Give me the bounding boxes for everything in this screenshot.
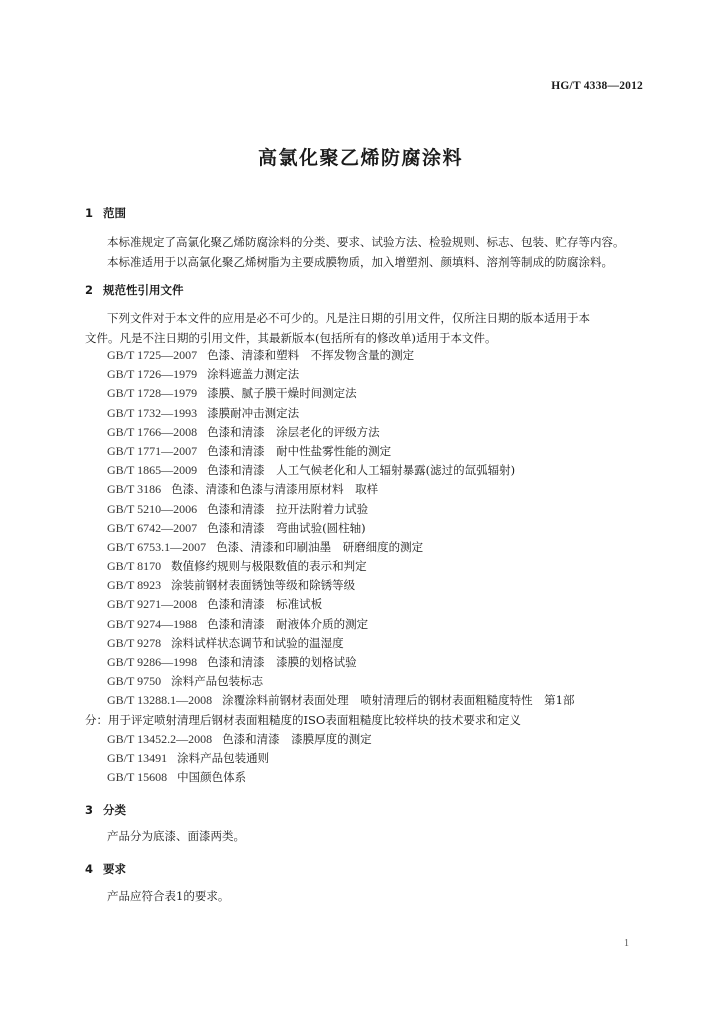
normative-intro [85, 308, 641, 348]
reference-title: 色漆和清漆 人工气候老化和人工辐射暴露(滤过的氙弧辐射) [207, 463, 516, 478]
reference-item [85, 691, 645, 729]
section-title: 规范性引用文件 [103, 283, 184, 297]
reference-code: GB/T 9278 [107, 635, 162, 650]
page-number: 1 [624, 938, 629, 949]
reference-item [85, 653, 645, 672]
reference-code: GB/T 1728—1979 [107, 386, 198, 401]
section-4-heading [85, 861, 126, 877]
reference-item [85, 576, 645, 595]
scope-text [85, 232, 641, 272]
reference-item [85, 749, 645, 768]
reference-title: 涂料试样状态调节和试验的温湿度 [171, 635, 344, 650]
reference-title: 色漆和清漆 耐中性盐雾性能的测定 [207, 443, 392, 458]
reference-code: GB/T 13491 [107, 750, 168, 765]
reference-item [85, 672, 645, 691]
reference-item [85, 442, 645, 461]
reference-item [85, 365, 645, 384]
section-number: 4 [85, 862, 94, 876]
reference-list [85, 346, 645, 787]
reference-title: 涂装前钢材表面锈蚀等级和除锈等级 [171, 578, 356, 593]
reference-title: 色漆和清漆 耐液体介质的测定 [207, 616, 369, 631]
section-title: 要求 [103, 862, 126, 876]
classification-text [85, 826, 641, 846]
reference-title: 色漆和清漆 弯曲试验(圆柱轴) [207, 520, 366, 535]
reference-code: GB/T 6742—2007 [107, 520, 198, 535]
reference-title: 数值修约规则与极限数值的表示和判定 [171, 559, 367, 574]
requirements-text [85, 886, 641, 906]
section-title: 范围 [103, 206, 126, 220]
section-3-heading [85, 802, 126, 818]
reference-item [85, 768, 645, 787]
reference-title: 涂料遮盖力测定法 [207, 367, 300, 382]
reference-title: 色漆和清漆 涂层老化的评级方法 [207, 424, 380, 439]
reference-item [85, 634, 645, 653]
reference-title-continuation: 分：用于评定喷射清理后钢材表面粗糙度的ISO表面粗糙度比较样块的技术要求和定义 [85, 712, 521, 727]
reference-item [85, 461, 645, 480]
reference-title: 色漆和清漆 漆膜的划格试验 [207, 655, 357, 669]
reference-item [85, 384, 645, 403]
reference-title: 涂料产品包装通则 [177, 750, 270, 765]
paragraph-line: 文件。凡是不注日期的引用文件，其最新版本(包括所有的修改单)适用于本文件。 [85, 331, 497, 345]
reference-code: GB/T 9286—1998 [107, 655, 198, 669]
reference-code: GB/T 5210—2006 [107, 501, 198, 516]
reference-code: GB/T 6753.1—2007 [107, 539, 207, 554]
reference-title: 涂料产品包装标志 [171, 674, 264, 689]
section-number: 1 [85, 206, 94, 220]
reference-title: 色漆、清漆和印刷油墨 研磨细度的测定 [216, 539, 424, 554]
paragraph: 产品应符合表1的要求。 [107, 889, 230, 903]
reference-item [85, 538, 645, 557]
reference-code: GB/T 8923 [107, 578, 162, 593]
paragraph: 本标准规定了高氯化聚乙烯防腐涂料的分类、要求、试验方法、检验规则、标志、包装、贮存等内容。 [107, 235, 625, 249]
standard-code: HG/T 4338—2012 [551, 80, 643, 92]
reference-item [85, 595, 645, 614]
reference-code: GB/T 1865—2009 [107, 463, 198, 478]
reference-item [85, 557, 645, 576]
reference-code: GB/T 1732—1993 [107, 405, 198, 420]
reference-title: 漆膜、腻子膜干燥时间测定法 [207, 386, 357, 401]
reference-code: GB/T 9274—1988 [107, 616, 198, 631]
reference-code: GB/T 9750 [107, 674, 162, 689]
reference-title: 色漆、清漆和色漆与清漆用原材料 取样 [171, 482, 379, 497]
reference-code: GB/T 8170 [107, 559, 162, 574]
reference-title: 涂覆涂料前钢材表面处理 喷射清理后的钢材表面粗糙度特性 第1部 [222, 693, 575, 708]
reference-code: GB/T 1725—2007 [107, 348, 198, 362]
reference-item [85, 480, 645, 499]
reference-code: GB/T 1771—2007 [107, 443, 198, 458]
document-title: 高氯化聚乙烯防腐涂料 [257, 147, 463, 169]
reference-title: 漆膜耐冲击测定法 [207, 405, 300, 420]
reference-code: GB/T 1726—1979 [107, 367, 198, 382]
reference-code: GB/T 1766—2008 [107, 424, 198, 439]
reference-item [85, 615, 645, 634]
reference-title: 色漆、清漆和塑料 不挥发物含量的测定 [207, 348, 415, 362]
section-number: 2 [85, 283, 94, 297]
reference-item [85, 404, 645, 423]
section-title: 分类 [103, 803, 126, 817]
paragraph: 本标准适用于以高氯化聚乙烯树脂为主要成膜物质，加入增塑剂、颜填料、溶剂等制成的防腐涂料。 [107, 255, 613, 269]
reference-item [85, 500, 645, 519]
reference-code: GB/T 13452.2—2008 [107, 731, 213, 746]
section-1-heading [85, 205, 126, 221]
reference-item [85, 346, 645, 365]
paragraph-line: 下列文件对于本文件的应用是必不可少的。凡是注日期的引用文件，仅所注日期的版本适用于本 [107, 311, 590, 325]
reference-code: GB/T 13288.1—2008 [107, 693, 213, 708]
reference-code: GB/T 15608 [107, 770, 168, 785]
reference-item [85, 423, 645, 442]
reference-code: GB/T 9271—2008 [107, 597, 198, 612]
reference-title: 色漆和清漆 拉开法附着力试验 [207, 501, 369, 516]
reference-title: 色漆和清漆 漆膜厚度的测定 [222, 731, 372, 746]
section-2-heading [85, 282, 184, 298]
reference-title: 中国颜色体系 [177, 770, 247, 785]
paragraph: 产品分为底漆、面漆两类。 [107, 829, 245, 843]
reference-code: GB/T 3186 [107, 482, 162, 497]
reference-item [85, 730, 645, 749]
reference-title: 色漆和清漆 标准试板 [207, 597, 323, 612]
reference-item [85, 519, 645, 538]
section-number: 3 [85, 803, 94, 817]
